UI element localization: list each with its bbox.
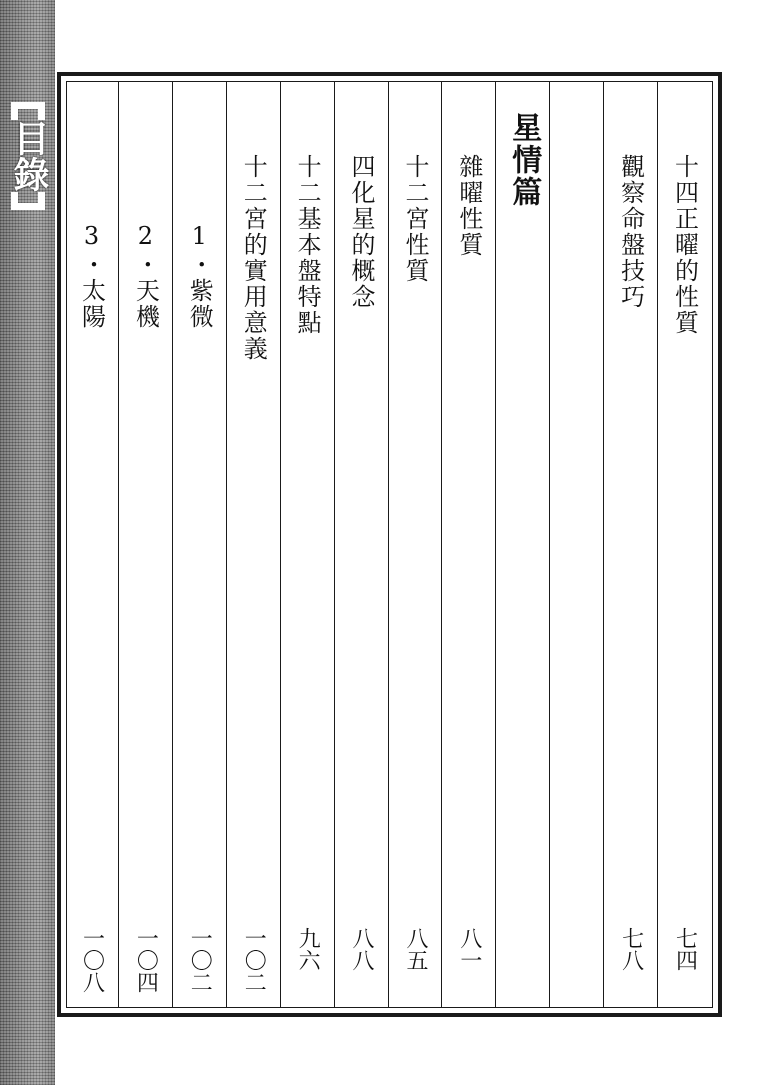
toc-row — [495, 82, 550, 1007]
toc-entry-page: 八五 — [402, 927, 428, 971]
toc-entry-title: 十二宮性質 — [400, 154, 429, 284]
toc-entry-title: 十二基本盤特點 — [293, 154, 322, 336]
toc-entry-title: 2・天機 — [131, 222, 160, 330]
toc-row — [388, 82, 443, 1007]
side-tab-label — [8, 102, 48, 210]
toc-row — [334, 82, 389, 1007]
side-tab-text: 目錄 — [8, 120, 49, 192]
toc-row — [280, 82, 335, 1007]
toc-row — [118, 82, 173, 1007]
toc-entry-page: 一〇二 — [187, 927, 213, 993]
toc-entry-title: 十四正曜的性質 — [670, 154, 699, 336]
toc-row — [441, 82, 496, 1007]
side-tab — [0, 0, 55, 1085]
toc-row — [549, 82, 604, 1007]
toc-entry-page: 一〇二 — [241, 927, 267, 993]
toc-entry-title: 1・紫微 — [185, 222, 214, 330]
toc-entry-page: 一〇四 — [133, 927, 159, 993]
toc-row — [172, 82, 227, 1007]
bracket-bottom-icon — [11, 192, 45, 210]
toc-entry-page: 九六 — [295, 927, 321, 971]
toc-row — [226, 82, 281, 1007]
toc-frame — [57, 72, 722, 1017]
toc-entry-title: 3・太陽 — [77, 222, 106, 330]
toc-entry-page: 七八 — [618, 927, 644, 971]
toc-table — [66, 81, 713, 1008]
toc-entry-title: 十二宮的實用意義 — [239, 154, 268, 362]
toc-row — [603, 82, 658, 1007]
section-heading: 星情篇 — [506, 112, 542, 208]
toc-row — [657, 82, 712, 1007]
toc-entry-title: 雜曜性質 — [454, 154, 483, 258]
toc-entry-title: 觀察命盤技巧 — [616, 154, 645, 310]
toc-row — [65, 82, 119, 1007]
toc-entry-page: 七四 — [672, 927, 698, 971]
toc-entry-title: 四化星的概念 — [347, 154, 376, 310]
toc-entry-page: 一〇八 — [79, 927, 105, 993]
toc-entry-page: 八一 — [456, 927, 482, 971]
bracket-top-icon — [11, 102, 45, 120]
toc-entry-page: 八八 — [349, 927, 375, 971]
